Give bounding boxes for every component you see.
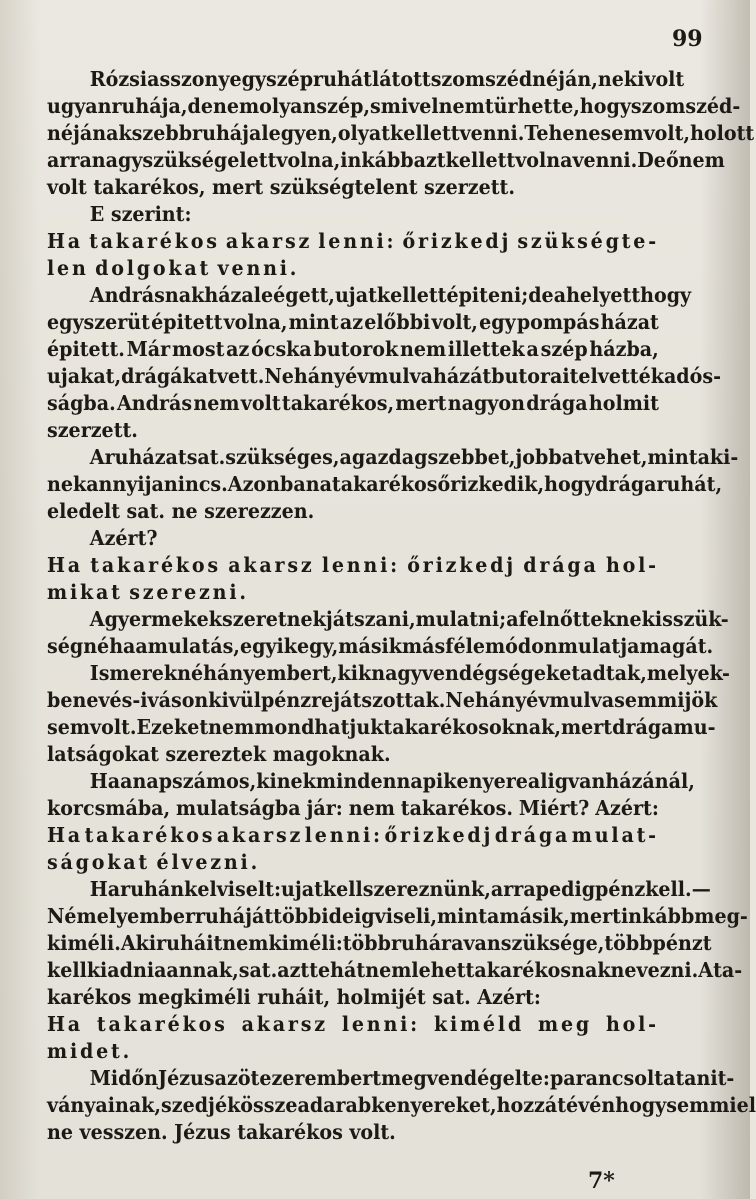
text-line: Ha takarékos akarsz lenni: őrizkedj drága hol-: [47, 553, 659, 577]
text-line: midet.: [47, 1039, 133, 1063]
text-line: Midőn Jézus az ötezer embert megvendégelte: parancsolta tanit-: [89, 1066, 735, 1090]
text-line: ben evés- iváson kivül pénzre játszottak. Nehány év mulva semmijök: [47, 688, 718, 712]
text-line: Ha ruhánk elviselt: ujat kell szereznünk, arra pedig pénz kell. —: [89, 877, 711, 901]
page-number: 99: [672, 26, 703, 52]
text-line: ványainak, szedjék össze a darab kenyereket, hozzátévén hogy semmi el: [47, 1093, 756, 1117]
text-line: mikat szerezni.: [47, 580, 249, 604]
text-line: latságokat szereztek magoknak.: [47, 742, 391, 766]
text-line: volt takarékos, mert szükségtelent szerzett.: [47, 175, 516, 199]
printer-signature: 7*: [588, 1168, 615, 1194]
text-line: sem volt. Ezeket nem mondhatjuk takarékosoknak, mert drága mu-: [47, 715, 716, 739]
text-line: szerzett.: [47, 418, 138, 442]
text-line: Azért?: [89, 526, 158, 550]
text-line: néjának szebb ruhája legyen, olyat kellett venni. Tehene sem volt, holott: [47, 121, 755, 145]
text-line: korcsmába, mulatságba jár: nem takarékos. Miért? Azért:: [47, 796, 659, 820]
text-line: ságokat élvezni.: [47, 850, 261, 874]
text-line: Andrásnak háza leégett, ujat kellett épiteni; de a helyett hogy: [89, 283, 692, 307]
text-line: kiméli. A ki ruháit nem kiméli: több ruhára van szüksége, több pénzt: [47, 931, 712, 955]
text-line: Ha a napszámos, kinek mindennapi kenyere alig van házánál,: [89, 769, 695, 793]
text-line: Ismerek néhány embert, kik nagy vendégségeket adtak, melyek-: [89, 661, 730, 685]
text-line: ugyan ruhája, de nem olyan szép, s mivel nem türhette, hogy szomszéd-: [47, 94, 741, 118]
text-line: kell kiadnia annak, sat. azt tehát nem lehet takarékosnak nevezni. A ta-: [47, 958, 743, 982]
text-line: Ha takarékos akarsz lenni: őrizkedj szükségte-: [47, 229, 659, 253]
text-line: ne vesszen. Jézus takarékos volt.: [47, 1120, 396, 1144]
text-line: egyszerüt épitett volna, mint az előbbi volt, egy pompás házat: [47, 310, 659, 334]
body-text: [47, 66, 756, 1146]
text-line: Rózsi asszony egy szép ruhát látott szomszédnéján, neki volt: [89, 67, 685, 91]
text-line: ség néha a mulatás, egyik egy, másik másféle módon mulatja magát.: [47, 634, 714, 658]
text-line: arra nagy szüksége lett volna, inkább azt kellett volna venni. De ő nem: [47, 148, 725, 172]
text-line: nek annyija nincs. Azonban a takarékos őrizkedik, hogy drága ruhát,: [47, 472, 723, 496]
text-line: E szerint:: [89, 202, 192, 226]
text-line: A gyermekek szeretnek játszani, mulatni; a felnőtteknek is szük-: [89, 607, 729, 631]
text-line: eledelt sat. ne szerezzen.: [47, 499, 315, 523]
text-line: épitett. Már most az ócska butorok nem illettek a szép házba,: [47, 337, 659, 361]
text-line: A ruházat sat. szükséges, a gazdag szebbet, jobbat vehet, mint a ki-: [89, 445, 739, 469]
text-line: len dolgokat venni.: [47, 256, 300, 280]
text-line: ujakat, drágákat vett. Nehány év mulva házát butorait elvették adós-: [47, 364, 722, 388]
text-line: Némely ember ruháját több ideig viseli, mint a másik, mert inkább meg-: [47, 904, 748, 928]
text-line: karékos megkiméli ruháit, holmijét sat. Azért:: [47, 985, 541, 1009]
text-line: ságba. András nem volt takarékos, mert nagyon drága holmit: [47, 391, 659, 415]
text-line: Ha takarékos akarsz lenni: kiméld meg hol-: [47, 1012, 659, 1036]
text-line: Ha takarékos akarsz lenni: őrizkedj drága mulat-: [47, 823, 659, 847]
